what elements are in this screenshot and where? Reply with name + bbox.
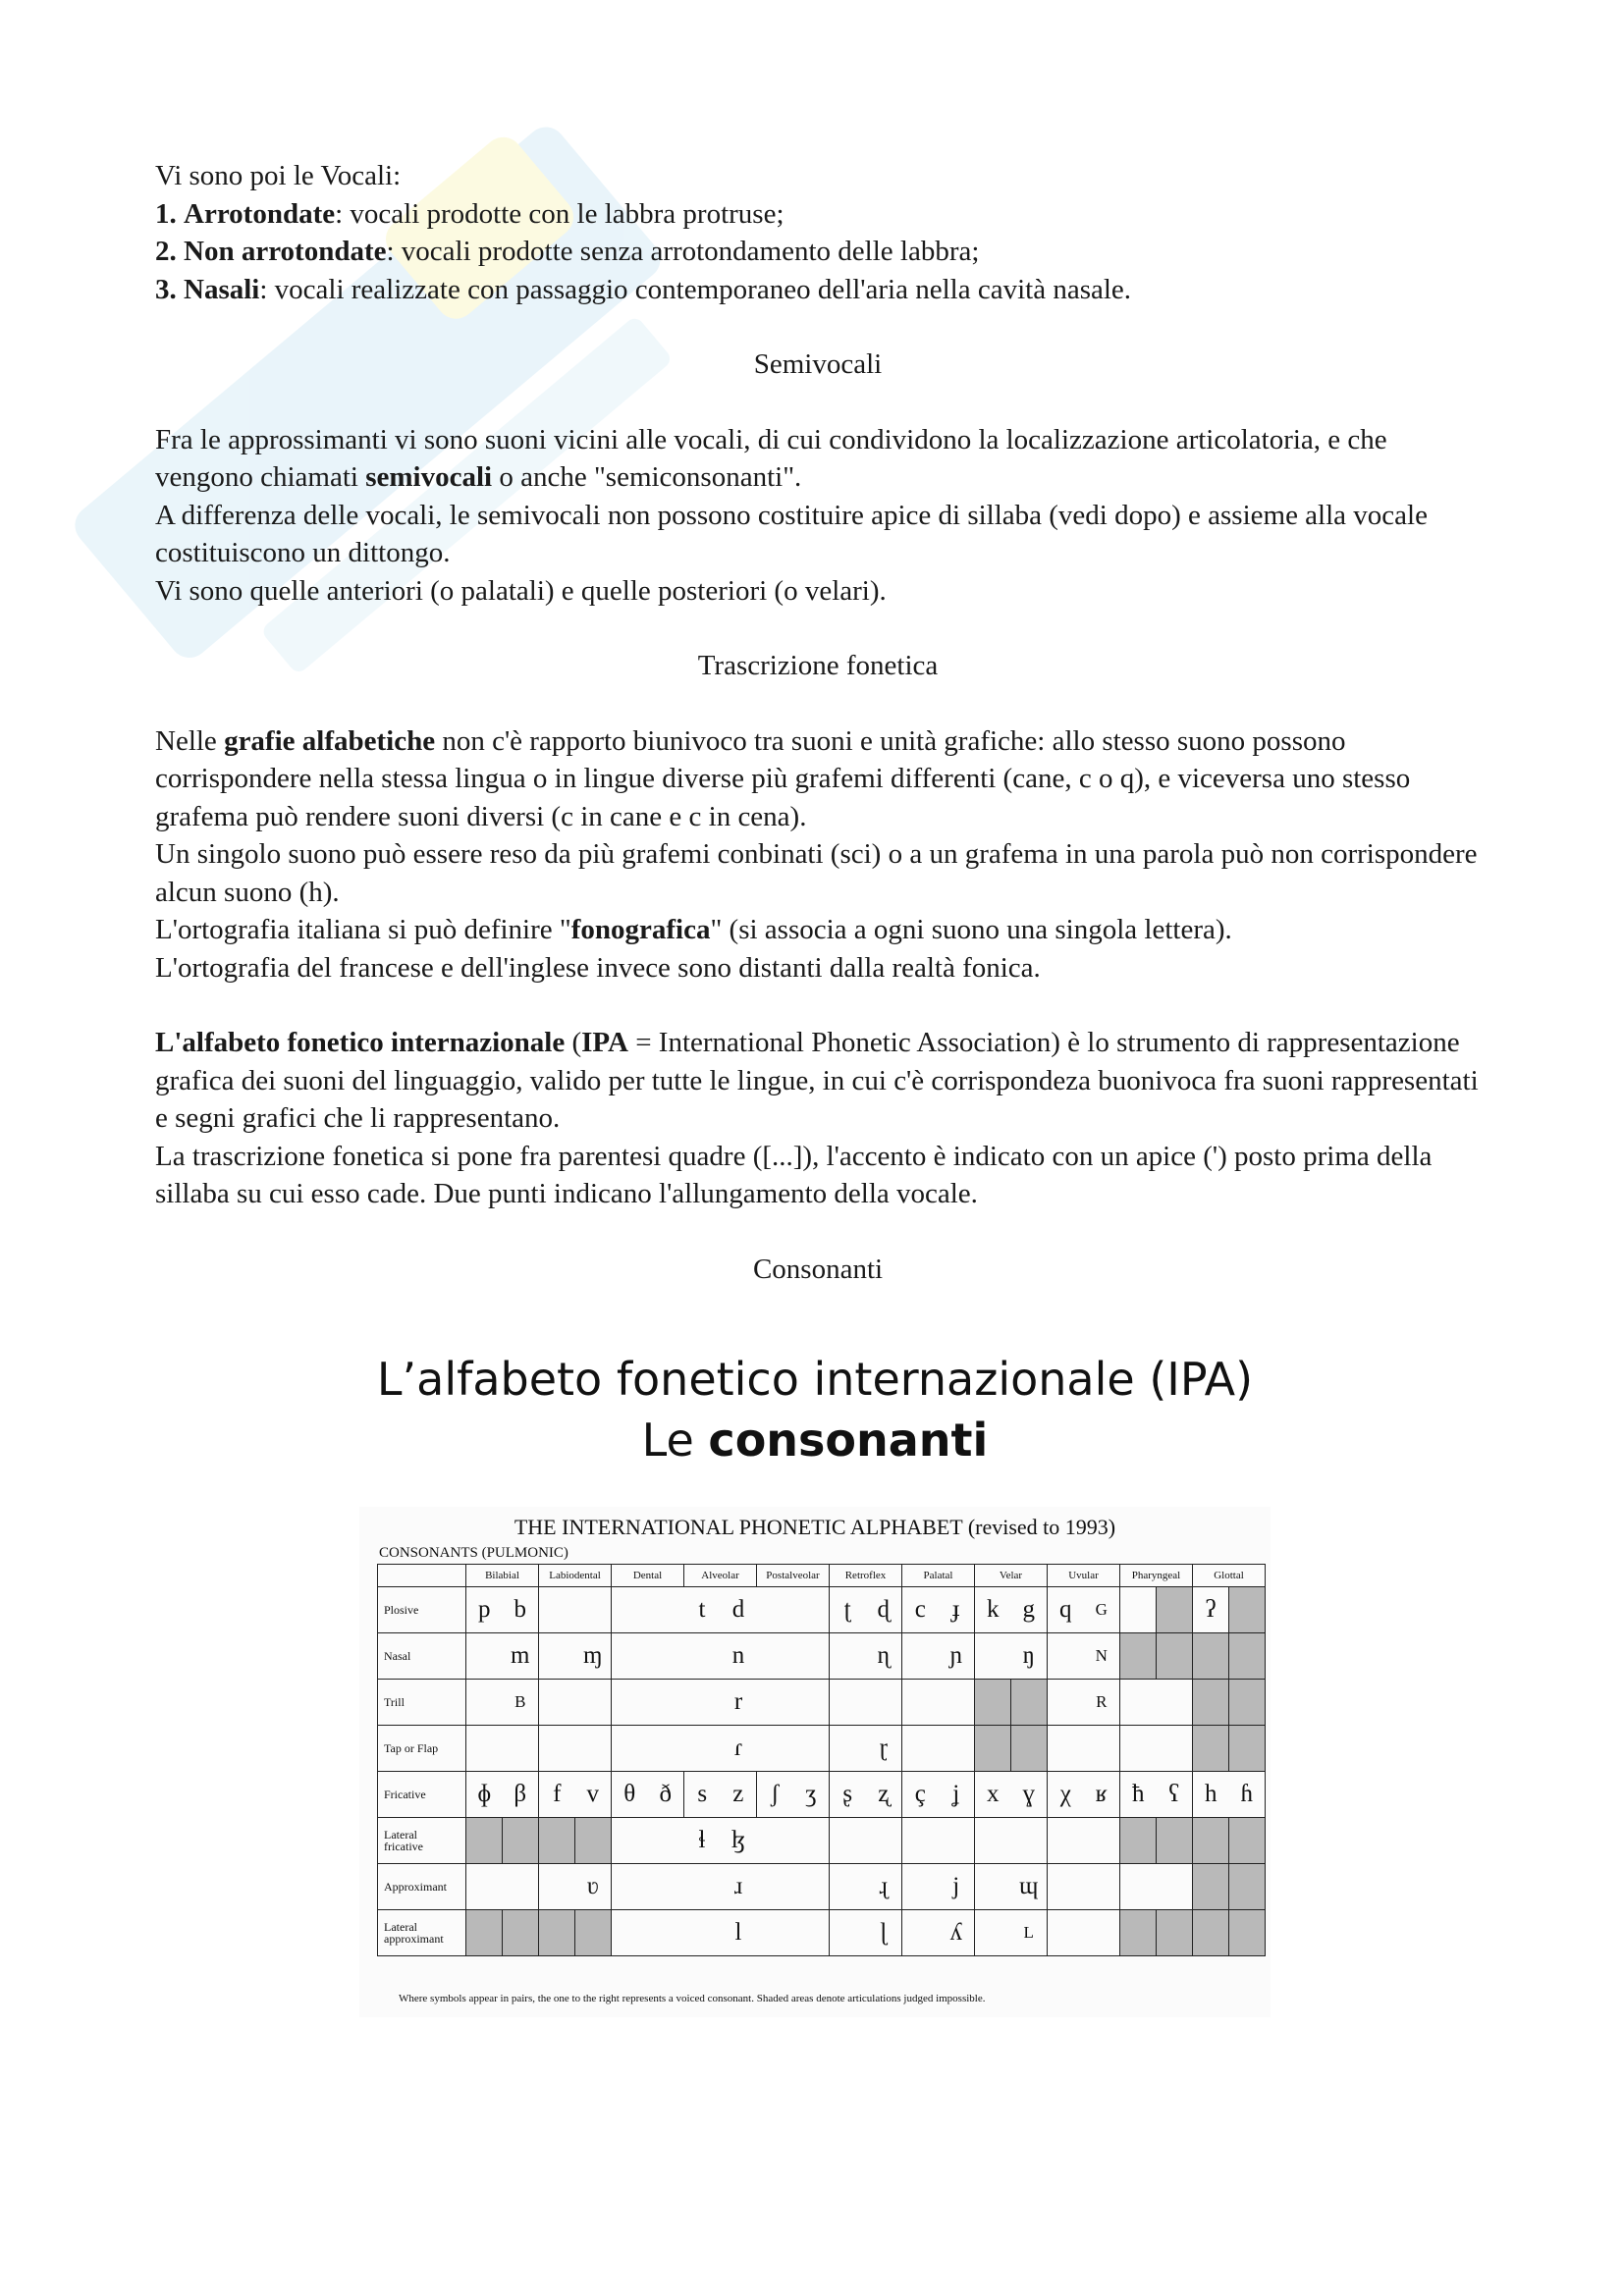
- shaded-cell: [1011, 1726, 1048, 1772]
- empty-cell: [793, 1864, 830, 1910]
- shaded-cell: [1193, 1864, 1229, 1910]
- empty-cell: [648, 1587, 684, 1633]
- shaded-cell: [1229, 1726, 1266, 1772]
- row-header: Approximant: [378, 1864, 466, 1910]
- ipa-symbol: b: [503, 1587, 539, 1633]
- empty-cell: [684, 1680, 721, 1726]
- ipa-symbol: L: [1011, 1910, 1048, 1956]
- shaded-cell: [1229, 1633, 1266, 1680]
- shaded-cell: [1229, 1910, 1266, 1956]
- ipa-symbol: m: [503, 1633, 539, 1680]
- shaded-cell: [1120, 1818, 1157, 1864]
- empty-cell: [612, 1818, 648, 1864]
- trascrizione-paragraph-1: [155, 722, 1481, 836]
- empty-cell: [539, 1680, 575, 1726]
- column-header: Postalveolar: [757, 1565, 830, 1587]
- empty-cell: [1120, 1726, 1157, 1772]
- vocale-item-2: [155, 233, 1481, 271]
- ipa-symbol: θ: [612, 1772, 648, 1818]
- empty-cell: [757, 1726, 793, 1772]
- shaded-cell: [466, 1818, 503, 1864]
- shaded-cell: [1193, 1910, 1229, 1956]
- ipa-symbol: ɣ: [1011, 1772, 1048, 1818]
- ipa-symbol: ç: [902, 1772, 939, 1818]
- empty-cell: [612, 1910, 648, 1956]
- row-header: Fricative: [378, 1772, 466, 1818]
- shaded-cell: [1157, 1818, 1193, 1864]
- header-row: [378, 1565, 1266, 1587]
- empty-cell: [793, 1818, 830, 1864]
- ipa-symbol: q: [1048, 1587, 1084, 1633]
- ipa-symbol: s: [684, 1772, 721, 1818]
- empty-cell: [575, 1587, 612, 1633]
- text-run: (: [565, 1027, 582, 1058]
- empty-cell: [793, 1726, 830, 1772]
- empty-cell: [612, 1680, 648, 1726]
- ipa-symbol: g: [1011, 1587, 1048, 1633]
- empty-cell: [539, 1633, 575, 1680]
- item-number: 3.: [155, 273, 177, 305]
- row-header: [378, 1910, 466, 1956]
- ipa-symbol: k: [975, 1587, 1011, 1633]
- ipa-symbol: ɦ: [1229, 1772, 1266, 1818]
- consonant-table: [377, 1564, 1266, 1956]
- column-header: Bilabial: [466, 1565, 539, 1587]
- empty-cell: [1157, 1680, 1193, 1726]
- column-header: Pharyngeal: [1120, 1565, 1193, 1587]
- ipa-symbol: ʝ: [939, 1772, 975, 1818]
- column-header: Retroflex: [830, 1565, 902, 1587]
- empty-cell: [612, 1864, 648, 1910]
- shaded-cell: [575, 1818, 612, 1864]
- ipa-symbol: z: [721, 1772, 757, 1818]
- semivocali-paragraph-2: A differenza delle vocali, le semivocali non possono costituire apice di sillaba (vedi dopo) e assieme alla vocale costituiscono un dittongo.: [155, 499, 1428, 568]
- ipa-symbol: d: [721, 1587, 757, 1633]
- term-nasali: Nasali: [184, 273, 260, 305]
- shaded-cell: [1229, 1818, 1266, 1864]
- shaded-cell: [1193, 1680, 1229, 1726]
- empty-cell: [757, 1680, 793, 1726]
- empty-cell: [684, 1864, 721, 1910]
- term-non-arrotondate: Non arrotondate: [184, 236, 387, 267]
- column-header: Labiodental: [539, 1565, 612, 1587]
- row-lateral-approximant: [378, 1910, 1266, 1956]
- vocale-item-3: [155, 271, 1481, 309]
- column-header: Palatal: [902, 1565, 975, 1587]
- empty-cell: [1084, 1726, 1120, 1772]
- empty-cell: [575, 1680, 612, 1726]
- ipa-symbol: ʋ: [575, 1864, 612, 1910]
- ipa-symbol: R: [1084, 1680, 1120, 1726]
- ipa-symbol: ɖ: [866, 1587, 902, 1633]
- ipa-paragraph-2: La trascrizione fonetica si pone fra parentesi quadre ([...]), l'accento è indicato con un apice (') posto prima della sillaba su cui esso cade. Due punti indicano l'allungamento della vocale.: [155, 1140, 1433, 1209]
- shaded-cell: [1193, 1633, 1229, 1680]
- term-consonanti: consonanti: [708, 1414, 989, 1467]
- shaded-cell: [1229, 1680, 1266, 1726]
- item-text: : vocali realizzate con passaggio contemporaneo dell'aria nella cavità nasale.: [259, 273, 1132, 305]
- ipa-symbol: ʃ: [757, 1772, 793, 1818]
- empty-cell: [757, 1910, 793, 1956]
- empty-cell: [539, 1864, 575, 1910]
- ipa-symbol: N: [1084, 1633, 1120, 1680]
- trascrizione-paragraph-3: [155, 911, 1481, 949]
- text-run: non c'è rapporto biunivoco tra suoni e unità grafiche: allo stesso suono possono corrispondere nella stessa lingua o in lingue diverse più grafemi differenti (cane, c o q), e viceversa uno stesso grafema può rendere suoni diversi (c in cane e c in cena).: [155, 724, 1411, 832]
- ipa-symbol: j: [939, 1864, 975, 1910]
- shaded-cell: [1229, 1587, 1266, 1633]
- ipa-symbol: ɻ: [866, 1864, 902, 1910]
- text-run: L'ortografia italiana si può definire ": [155, 914, 571, 945]
- row-header-line: Lateral: [384, 1828, 417, 1842]
- empty-cell: [466, 1633, 503, 1680]
- empty-cell: [1157, 1864, 1193, 1910]
- ipa-symbol: ħ: [1120, 1772, 1157, 1818]
- term-ipa: IPA: [581, 1027, 628, 1058]
- shaded-cell: [503, 1818, 539, 1864]
- empty-cell: [1011, 1818, 1048, 1864]
- empty-cell: [539, 1587, 575, 1633]
- empty-cell: [575, 1726, 612, 1772]
- empty-cell: [1084, 1910, 1120, 1956]
- row-plosive: [378, 1587, 1266, 1633]
- text-run: Le: [641, 1414, 709, 1467]
- empty-cell: [757, 1864, 793, 1910]
- shaded-cell: [1120, 1633, 1157, 1680]
- column-header: Alveolar: [684, 1565, 757, 1587]
- ipa-symbol: ɱ: [575, 1633, 612, 1680]
- empty-cell: [1048, 1680, 1084, 1726]
- term-semivocali: semivocali: [365, 461, 493, 493]
- text-run: o anche "semiconsonanti".: [492, 461, 802, 493]
- ipa-symbol: ɸ: [466, 1772, 503, 1818]
- row-header: Plosive: [378, 1587, 466, 1633]
- shaded-cell: [1157, 1633, 1193, 1680]
- empty-cell: [975, 1864, 1011, 1910]
- corner-cell: [378, 1565, 466, 1587]
- empty-cell: [1084, 1818, 1120, 1864]
- column-header: Glottal: [1193, 1565, 1266, 1587]
- item-text: : vocali prodotte senza arrotondamento delle labbra;: [386, 236, 980, 267]
- ipa-symbol: ʐ: [866, 1772, 902, 1818]
- shaded-cell: [1193, 1726, 1229, 1772]
- ipa-symbol: x: [975, 1772, 1011, 1818]
- ipa-symbol: ɹ: [721, 1864, 757, 1910]
- empty-cell: [466, 1864, 503, 1910]
- shaded-cell: [1229, 1864, 1266, 1910]
- ipa-symbol: ʈ: [830, 1587, 866, 1633]
- semivocali-paragraph-1: [155, 421, 1481, 497]
- empty-cell: [1157, 1726, 1193, 1772]
- ipa-consonant-chart: [359, 1507, 1271, 2017]
- empty-cell: [503, 1726, 539, 1772]
- column-header: Dental: [612, 1565, 684, 1587]
- ipa-symbol: ɬ: [684, 1818, 721, 1864]
- heading-semivocali: Semivocali: [753, 348, 883, 380]
- empty-cell: [757, 1633, 793, 1680]
- item-number: 1.: [155, 197, 177, 230]
- heading-trascrizione: Trascrizione fonetica: [697, 650, 939, 681]
- document-body: [155, 157, 1481, 1288]
- ipa-paragraph-1: [155, 1024, 1481, 1138]
- empty-cell: [1048, 1726, 1084, 1772]
- ipa-symbol: ʁ: [1084, 1772, 1120, 1818]
- ipa-symbol: ɟ: [939, 1587, 975, 1633]
- empty-cell: [793, 1910, 830, 1956]
- ipa-symbol: B: [503, 1680, 539, 1726]
- term-arrotondate: Arrotondate: [184, 197, 336, 230]
- heading-consonanti: Consonanti: [752, 1253, 884, 1285]
- ipa-symbol: ʂ: [830, 1772, 866, 1818]
- empty-cell: [939, 1726, 975, 1772]
- ipa-symbol: ɳ: [866, 1633, 902, 1680]
- empty-cell: [975, 1910, 1011, 1956]
- trascrizione-paragraph-4: L'ortografia del francese e dell'inglese invece sono distanti dalla realtà fonica.: [155, 951, 1041, 984]
- empty-cell: [793, 1587, 830, 1633]
- shaded-cell: [575, 1910, 612, 1956]
- term-fonografica: fonografica: [570, 914, 711, 945]
- ipa-symbol: f: [539, 1772, 575, 1818]
- empty-cell: [866, 1680, 902, 1726]
- empty-cell: [793, 1680, 830, 1726]
- chart-subtitle: CONSONANTS (PULMONIC): [379, 1545, 568, 1561]
- row-header-line: fricative: [384, 1840, 423, 1853]
- empty-cell: [648, 1864, 684, 1910]
- empty-cell: [1084, 1864, 1120, 1910]
- empty-cell: [830, 1726, 866, 1772]
- empty-cell: [648, 1818, 684, 1864]
- empty-cell: [648, 1726, 684, 1772]
- empty-cell: [648, 1680, 684, 1726]
- empty-cell: [1120, 1587, 1157, 1633]
- ipa-symbol: β: [503, 1772, 539, 1818]
- ipa-symbol: t: [684, 1587, 721, 1633]
- ipa-symbol: h: [1193, 1772, 1229, 1818]
- shaded-cell: [539, 1910, 575, 1956]
- row-header-line: approximant: [384, 1932, 444, 1946]
- ipa-symbol: ɲ: [939, 1633, 975, 1680]
- shaded-cell: [539, 1818, 575, 1864]
- shaded-cell: [466, 1910, 503, 1956]
- text-run: Nelle: [155, 724, 225, 757]
- ipa-symbol: ʕ: [1157, 1772, 1193, 1818]
- empty-cell: [1120, 1680, 1157, 1726]
- ipa-symbol: χ: [1048, 1772, 1084, 1818]
- empty-cell: [1048, 1818, 1084, 1864]
- chart-footnote: Where symbols appear in pairs, the one to the right represents a voiced consonant. Shaded areas denote articulations judged impossible.: [399, 1993, 986, 2004]
- slide-title: L’alfabeto fonetico internazionale (IPA): [376, 1353, 1254, 1406]
- column-header: Uvular: [1048, 1565, 1120, 1587]
- ipa-symbol: ʒ: [793, 1772, 830, 1818]
- trascrizione-paragraph-2: Un singolo suono può essere reso da più grafemi conbinati (sci) o a un grafema in una parola può non corrispondere alcun suono (h).: [155, 838, 1478, 908]
- text-run: Fra le approssimanti vi sono suoni vicini alle vocali, di cui condividono la localizzazione articolatoria, e che vengono chiamati: [155, 423, 1387, 493]
- ipa-symbol: G: [1084, 1587, 1120, 1633]
- item-number: 2.: [155, 236, 177, 267]
- empty-cell: [539, 1726, 575, 1772]
- empty-cell: [830, 1633, 866, 1680]
- shaded-cell: [1157, 1910, 1193, 1956]
- row-header: Tap or Flap: [378, 1726, 466, 1772]
- row-header-line: Lateral: [384, 1920, 417, 1934]
- empty-cell: [684, 1726, 721, 1772]
- ipa-symbol: n: [721, 1633, 757, 1680]
- term-alfabeto-fonetico: L'alfabeto fonetico internazionale: [155, 1027, 566, 1058]
- ipa-symbol: ɰ: [1011, 1864, 1048, 1910]
- ipa-symbol: r: [721, 1680, 757, 1726]
- empty-cell: [939, 1680, 975, 1726]
- vocale-item-1: [155, 195, 1481, 234]
- empty-cell: [830, 1818, 866, 1864]
- empty-cell: [612, 1587, 648, 1633]
- empty-cell: [975, 1633, 1011, 1680]
- empty-cell: [757, 1587, 793, 1633]
- empty-cell: [612, 1633, 648, 1680]
- ipa-symbol: ɾ: [721, 1726, 757, 1772]
- shaded-cell: [1157, 1587, 1193, 1633]
- text-run: = International Phonetic Association) è lo strumento di rappresentazione grafica dei suoni del linguaggio, valido per tutte le lingue, in cui c'è corrispondeza buonivoca fra suoni rappresentati e segni grafici che li rappresentano.: [155, 1027, 1479, 1134]
- empty-cell: [1120, 1864, 1157, 1910]
- empty-cell: [902, 1726, 939, 1772]
- semivocali-paragraph-3: Vi sono quelle anteriori (o palatali) e quelle posteriori (o velari).: [155, 574, 887, 607]
- term-grafie-alfabetiche: grafie alfabetiche: [224, 724, 436, 757]
- empty-cell: [1048, 1633, 1084, 1680]
- empty-cell: [1048, 1910, 1084, 1956]
- empty-cell: [648, 1633, 684, 1680]
- shaded-cell: [975, 1680, 1011, 1726]
- ipa-symbol: ʔ: [1193, 1587, 1229, 1633]
- row-header: Trill: [378, 1680, 466, 1726]
- ipa-slide: [353, 1350, 1276, 2037]
- ipa-symbol: c: [902, 1587, 939, 1633]
- empty-cell: [902, 1680, 939, 1726]
- row-lateral-fricative: [378, 1818, 1266, 1864]
- empty-cell: [902, 1910, 939, 1956]
- empty-cell: [866, 1818, 902, 1864]
- ipa-symbol: ɮ: [721, 1818, 757, 1864]
- empty-cell: [466, 1726, 503, 1772]
- ipa-symbol: ʎ: [939, 1910, 975, 1956]
- ipa-symbol: l: [721, 1910, 757, 1956]
- column-header: Velar: [975, 1565, 1048, 1587]
- shaded-cell: [1120, 1910, 1157, 1956]
- empty-cell: [684, 1910, 721, 1956]
- empty-cell: [830, 1910, 866, 1956]
- ipa-symbol: ð: [648, 1772, 684, 1818]
- chart-title: THE INTERNATIONAL PHONETIC ALPHABET (revised to 1993): [514, 1515, 1116, 1539]
- empty-cell: [902, 1818, 939, 1864]
- empty-cell: [466, 1680, 503, 1726]
- empty-cell: [830, 1864, 866, 1910]
- empty-cell: [902, 1633, 939, 1680]
- row-trill: [378, 1680, 1266, 1726]
- row-nasal: [378, 1633, 1266, 1680]
- row-header: [378, 1818, 466, 1864]
- ipa-symbol: ɭ: [866, 1910, 902, 1956]
- shaded-cell: [503, 1910, 539, 1956]
- empty-cell: [503, 1864, 539, 1910]
- shaded-cell: [1193, 1818, 1229, 1864]
- empty-cell: [902, 1864, 939, 1910]
- row-header: Nasal: [378, 1633, 466, 1680]
- ipa-symbol: ɽ: [866, 1726, 902, 1772]
- empty-cell: [612, 1726, 648, 1772]
- ipa-symbol: v: [575, 1772, 612, 1818]
- shaded-cell: [975, 1726, 1011, 1772]
- empty-cell: [830, 1680, 866, 1726]
- empty-cell: [757, 1818, 793, 1864]
- empty-cell: [939, 1818, 975, 1864]
- slide-subtitle: [353, 1411, 1276, 1469]
- empty-cell: [648, 1910, 684, 1956]
- empty-cell: [793, 1633, 830, 1680]
- row-tap-flap: [378, 1726, 1266, 1772]
- text-run: " (si associa a ogni suono una singola lettera).: [710, 914, 1232, 945]
- empty-cell: [1048, 1864, 1084, 1910]
- ipa-symbol: p: [466, 1587, 503, 1633]
- row-approximant: [378, 1864, 1266, 1910]
- row-fricative: [378, 1772, 1266, 1818]
- ipa-symbol: ŋ: [1011, 1633, 1048, 1680]
- vocali-intro: Vi sono poi le Vocali:: [155, 160, 402, 191]
- item-text: : vocali prodotte con le labbra protruse;: [335, 197, 784, 230]
- shaded-cell: [1011, 1680, 1048, 1726]
- empty-cell: [684, 1633, 721, 1680]
- empty-cell: [975, 1818, 1011, 1864]
